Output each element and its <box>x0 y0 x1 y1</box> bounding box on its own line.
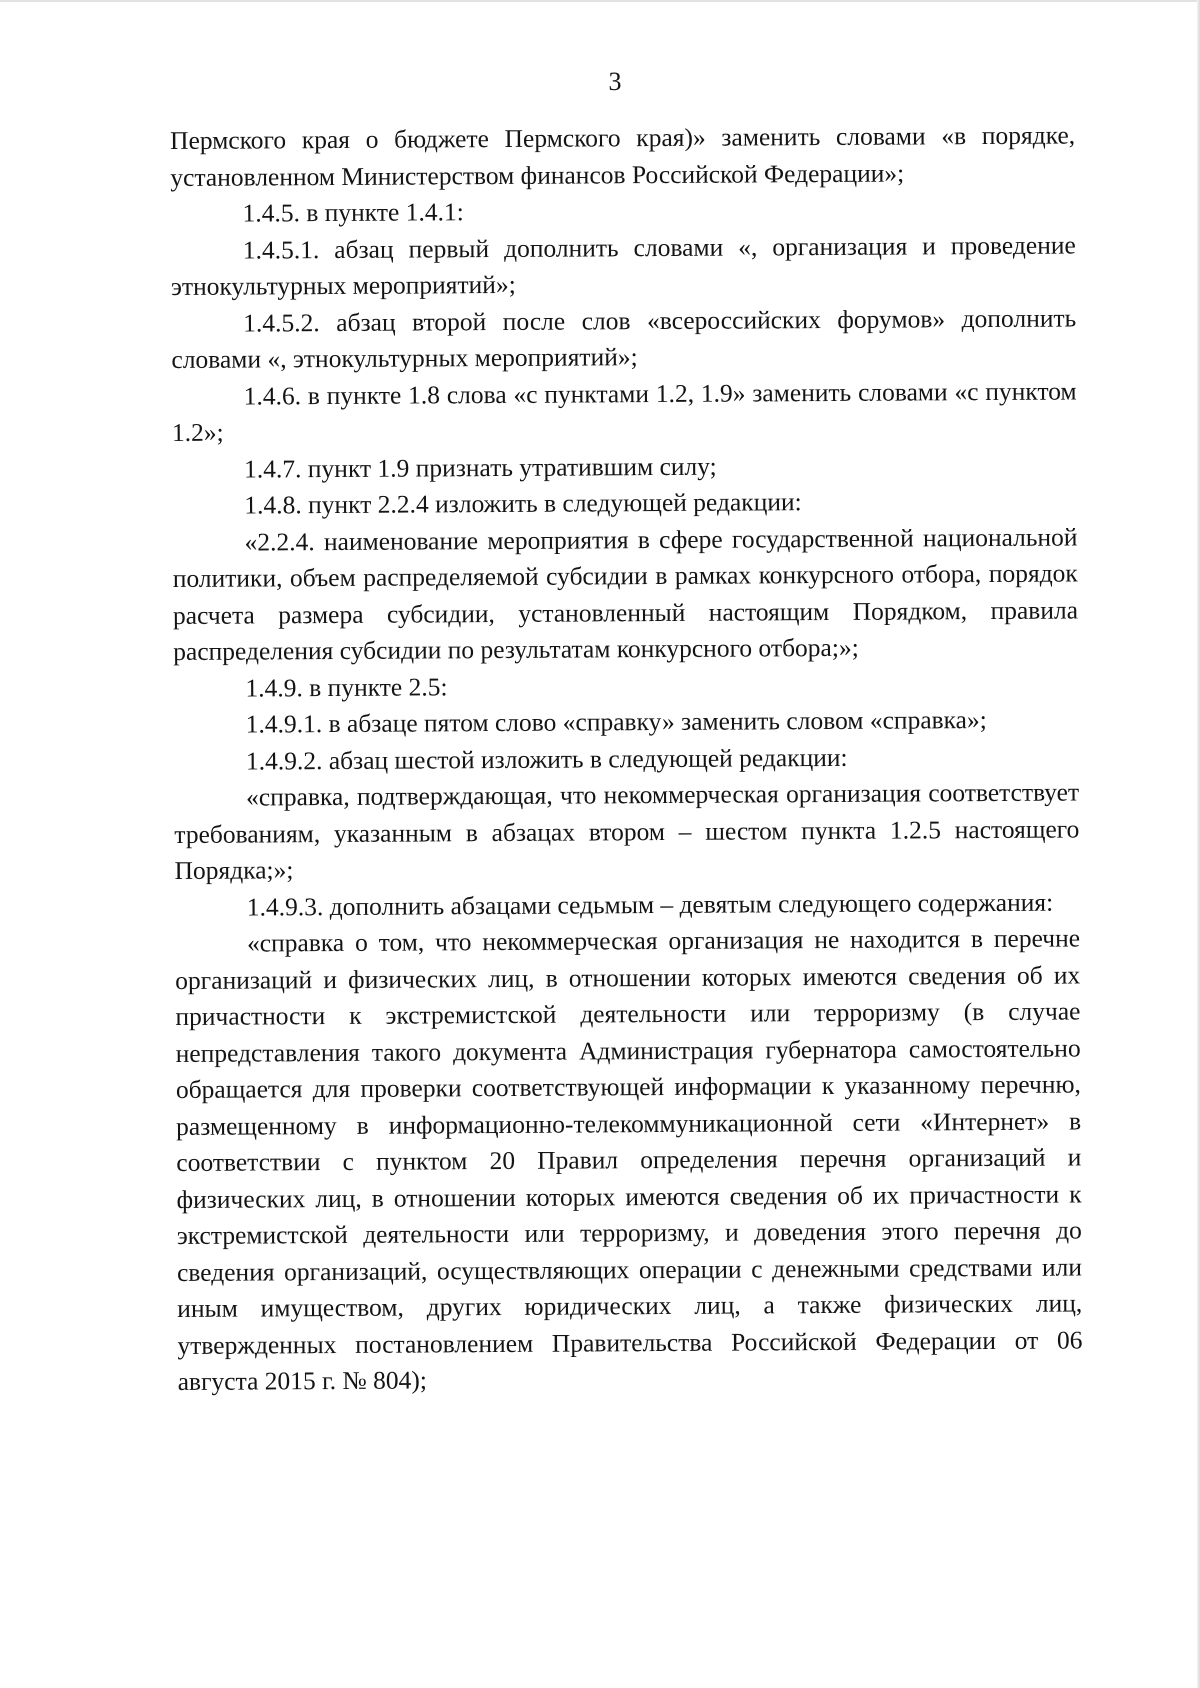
paragraph-1-4-9-1: 1.4.9.1. в абзаце пятом слово «справку» заменить словом «справка»; <box>245 705 987 739</box>
paragraph-extremism-certificate-quote: «справка о том, что некоммерческая организация не находится в перечне организаций и физических лиц, в отношении которых имеются сведения об их причастности к экстремистской деятельности или терроризму (в случае непредставления такого документа Администрация губернатора самостоятельно обращается для проверки соответствующей информации к указанному перечню, размещенному в информационно-телекоммуникационной сети «Интернет» в соответствии с пунктом 20 Правил определения перечня организаций и физических лиц, в отношении которых имеются сведения об их причастности к экстремистской деятельности или терроризму, и доведения этого перечня до сведения организаций, осуществляющих операции с денежными средствами или иным имуществом, других юридических лиц, а также физических лиц, утвержденных постановлением Правительства Российской Федерации от 06 августа 2015 г. № 804); <box>175 923 1083 1396</box>
paragraph-1-4-9-3: 1.4.9.3. дополнить абзацами седьмым – девятым следующего содержания: <box>246 887 1054 922</box>
paragraph-continuation: Пермского края о бюджете Пермского края)» заменить словами «в порядке, установленном Министерством финансов Российской Федерации»; <box>170 120 1076 192</box>
scan-edge-top <box>0 0 1200 2</box>
page-number: 3 <box>608 67 622 96</box>
paragraph-certificate-quote: «справка, подтверждающая, что некоммерческая организация соответствует требованиям, указанным в абзацах втором – шестом пункта 1.2.5 настоящего Порядка;»; <box>174 777 1080 885</box>
paragraph-1-4-6: 1.4.6. в пункте 1.8 слова «с пунктами 1.2, 1.9» заменить словами «с пунктом 1.2»; <box>171 375 1077 447</box>
paragraph-1-4-8: 1.4.8. пункт 2.2.4 изложить в следующей редакции: <box>244 487 802 520</box>
paragraph-2-2-4-quote: «2.2.4. наименование мероприятия в сфере государственной национальной политики, объем распределяемой субсидии в рамках конкурсного отбора, порядок расчета размера субсидии, установленный настоящим Порядком, правила распределения субсидии по результатам конкурсного отбора;»; <box>172 521 1079 666</box>
paragraph-1-4-5-2: 1.4.5.2. абзац второй после слов «всероссийских форумов» дополнить словами «, этнокультурных мероприятий»; <box>171 302 1077 374</box>
paragraph-1-4-5: 1.4.5. в пункте 1.4.1: <box>242 197 464 228</box>
paragraph-1-4-7: 1.4.7. пункт 1.9 признать утратившим силу; <box>244 451 717 484</box>
paragraph-1-4-9-2: 1.4.9.2. абзац шестой изложить в следующей редакции: <box>245 742 848 776</box>
paragraph-1-4-5-1: 1.4.5.1. абзац первый дополнить словами «, организация и проведение этнокультурных мероприятий»; <box>170 229 1076 301</box>
paragraph-1-4-9: 1.4.9. в пункте 2.5: <box>245 671 448 703</box>
document-body <box>170 117 1083 1400</box>
